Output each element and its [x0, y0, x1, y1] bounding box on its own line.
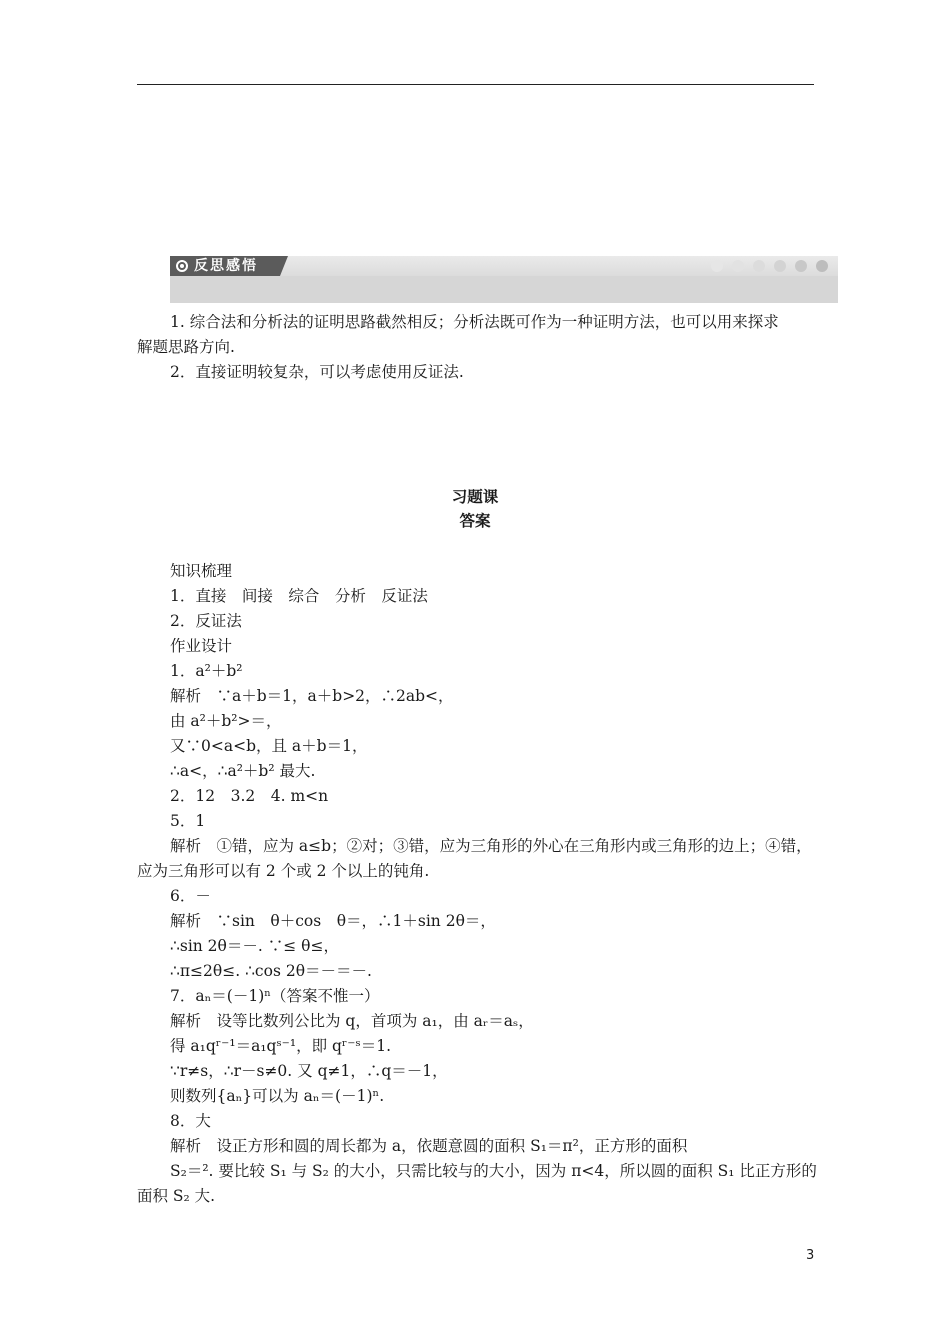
answer-line: ∵r≠s，∴r－s≠0. 又 q≠1，∴q＝－1，: [170, 1062, 448, 1080]
banner-title: 反思感悟: [194, 258, 258, 274]
answer-line: S₂＝². 要比较 S₁ 与 S₂ 的大小，只需比较与的大小，因为 π<4，所以圆的面积 S₁ 比正方形的: [170, 1162, 817, 1180]
answer-line: 1．a²＋b²: [170, 662, 243, 680]
answer-line: 则数列{aₙ}可以为 aₙ＝(－1)ⁿ.: [170, 1087, 385, 1105]
bullet-circle-icon: [176, 260, 188, 272]
answer-line: ∴sin 2θ＝－. ∵≤ θ≤，: [170, 937, 339, 955]
answer-line: 解析 ①错，应为 a≤b；②对；③错，应为三角形的外心在三角形内或三角形的边上；④错，: [170, 837, 812, 855]
answer-line: 解析 ∵sin θ＋cos θ＝，∴1＋sin 2θ＝，: [170, 912, 496, 930]
banner-tab: [170, 256, 280, 276]
answer-line: 2．反证法: [170, 612, 242, 630]
reflection-line: 2．直接证明较复杂，可以考虑使用反证法.: [170, 363, 464, 381]
top-rule: [137, 84, 814, 85]
answer-line: ∴a<，∴a²＋b² 最大.: [170, 762, 316, 780]
answers-text: [137, 559, 827, 1209]
section-title: 习题课: [451, 488, 499, 506]
answer-line: 6．－: [170, 887, 211, 905]
answer-line: 7．aₙ＝(－1)ⁿ（答案不惟一）: [170, 987, 380, 1005]
reflection-line: 1. 综合法和分析法的证明思路截然相反；分析法既可作为一种证明方法，也可以用来探求: [170, 313, 779, 331]
reflection-text: [137, 310, 827, 385]
decorative-dot-icon: [711, 260, 723, 272]
page-number: 3: [806, 1248, 815, 1263]
answer-line: 5．1: [170, 812, 206, 830]
answer-line: 作业设计: [170, 637, 233, 655]
answer-line: 8．大: [170, 1112, 211, 1130]
decorative-dot-icon: [774, 260, 786, 272]
answer-line: 应为三角形可以有 2 个或 2 个以上的钝角.: [137, 862, 430, 880]
answer-line: 得 a₁qʳ⁻¹＝a₁qˢ⁻¹，即 qʳ⁻ˢ＝1.: [170, 1037, 391, 1055]
reflection-line: 解题思路方向.: [137, 338, 235, 356]
answer-line: 又∵0<a<b，且 a＋b＝1，: [170, 737, 368, 755]
decorative-dot-icon: [816, 260, 828, 272]
section-banner: [170, 256, 838, 303]
answer-line: 解析 设正方形和圆的周长都为 a，依题意圆的面积 S₁＝π²，正方形的面积: [170, 1137, 688, 1155]
answer-line: 2．12 3.2 4. m<n: [170, 787, 329, 805]
answer-line: 知识梳理: [170, 562, 233, 580]
answer-line: 解析 ∵a＋b＝1，a＋b>2，∴2ab<，: [170, 687, 454, 705]
answer-line: 1．直接 间接 综合 分析 反证法: [170, 587, 428, 605]
answer-line: 由 a²＋b²>＝，: [170, 712, 282, 730]
answer-line: 解析 设等比数列公比为 q，首项为 a₁，由 aᵣ＝aₛ，: [170, 1012, 534, 1030]
decorative-dots: [711, 260, 828, 272]
answer-line: 面积 S₂ 大.: [137, 1187, 216, 1205]
decorative-dot-icon: [753, 260, 765, 272]
decorative-dot-icon: [795, 260, 807, 272]
section-subtitle: 答案: [459, 512, 491, 530]
answer-line: ∴π≤2θ≤. ∴cos 2θ＝－＝－.: [170, 962, 372, 980]
decorative-dot-icon: [732, 260, 744, 272]
banner-tab-corner: [280, 256, 288, 276]
